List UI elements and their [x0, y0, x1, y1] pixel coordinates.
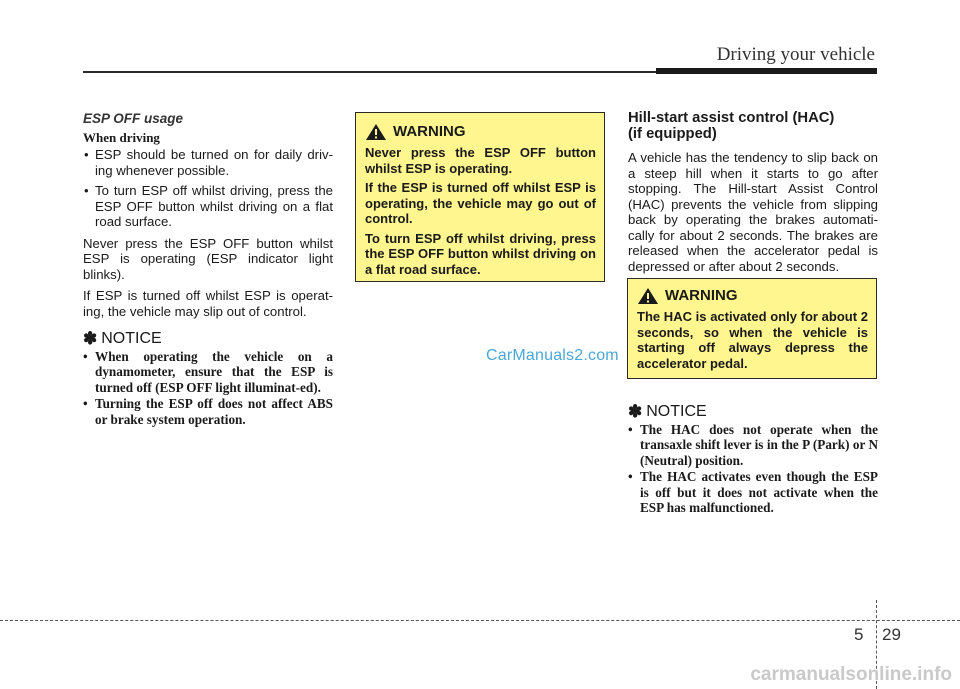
- list-item: • When operating the vehicle on a dynamometer, ensure that the ESP is turned off (ESP OFF light illuminat-ed).: [83, 349, 333, 396]
- notice-label: NOTICE: [101, 330, 162, 347]
- footer-rule: [0, 620, 960, 621]
- list-item: • The HAC activates even though the ESP is off but it does not activate when the ESP has malfunctioned.: [628, 469, 878, 516]
- notice-star-icon: ✽: [83, 329, 98, 348]
- notice-heading: [628, 404, 878, 420]
- warning-heading: [365, 123, 596, 141]
- chapter-number: 5: [854, 625, 864, 644]
- warning-title: WARNING: [393, 123, 466, 141]
- esp-off-heading: ESP OFF usage: [83, 111, 184, 126]
- warning-paragraph: The HAC is activated only for about 2 seconds, so when the vehicle is starting off always depress the accelerator pedal.: [637, 309, 868, 371]
- page-number: 29: [882, 625, 901, 644]
- right-column: [628, 110, 878, 280]
- esp-off-subheading: When driving: [83, 129, 160, 145]
- notice-list: [83, 349, 333, 428]
- left-column: [83, 111, 333, 427]
- list-item: • To turn ESP off whilst driving, press the ESP OFF button whilst driving on a flat road surface.: [83, 183, 333, 230]
- warning-paragraph: To turn ESP off whilst driving, press the ESP OFF button whilst driving on a flat road surface.: [365, 230, 596, 277]
- warning-triangle-icon: [365, 123, 387, 141]
- notice-label: NOTICE: [646, 403, 707, 420]
- site-watermark[interactable]: carmanualsonline.info: [750, 664, 952, 685]
- hac-body: A vehicle has the tendency to slip back on a steep hill when it starts to go after stopping. The Hill-start Assist Control (HAC) prevents the vehicle from slipping back by operating the brakes automati-cally for about 2 seconds. The brakes are released when the accelerator pedal is depressed or after about 2 seconds.: [628, 150, 878, 274]
- header-rule-thick: [656, 68, 877, 74]
- hac-title-line: (if equipped): [628, 126, 717, 142]
- esp-warning-box: [355, 112, 605, 282]
- list-item: • Turning the ESP off does not affect ABS or brake system operation.: [83, 396, 333, 428]
- esp-off-paragraph: If ESP is turned off whilst ESP is operat-ing, the vehicle may slip out of control.: [83, 288, 333, 319]
- warning-title: WARNING: [665, 287, 738, 305]
- warning-heading: [637, 287, 868, 305]
- list-item: • ESP should be turned on for daily driv-ing whenever possible.: [83, 147, 333, 178]
- esp-off-bullets: [83, 147, 333, 230]
- header-rule-thin: [83, 71, 656, 73]
- hac-warning-box: [627, 278, 877, 379]
- esp-off-paragraph: Never press the ESP OFF button whilst ESP is operating (ESP indicator light blinks).: [83, 235, 333, 282]
- notice-list: [628, 422, 878, 517]
- notice-star-icon: ✽: [628, 402, 643, 421]
- warning-triangle-icon: [637, 287, 659, 305]
- list-item: • The HAC does not operate when the transaxle shift lever is in the P (Park) or N (Neutral) position.: [628, 422, 878, 469]
- hac-title-line: Hill-start assist control (HAC): [628, 110, 835, 126]
- hac-notice: [628, 392, 878, 516]
- page-header-title: Driving your vehicle: [716, 44, 875, 65]
- hac-title: [628, 110, 878, 142]
- notice-heading: [83, 331, 333, 347]
- warning-paragraph: Never press the ESP OFF button whilst ESP is operating.: [365, 145, 596, 176]
- watermark-link[interactable]: CarManuals2.com: [486, 347, 619, 364]
- warning-paragraph: If the ESP is turned off whilst ESP is operating, the vehicle may go out of control.: [365, 180, 596, 226]
